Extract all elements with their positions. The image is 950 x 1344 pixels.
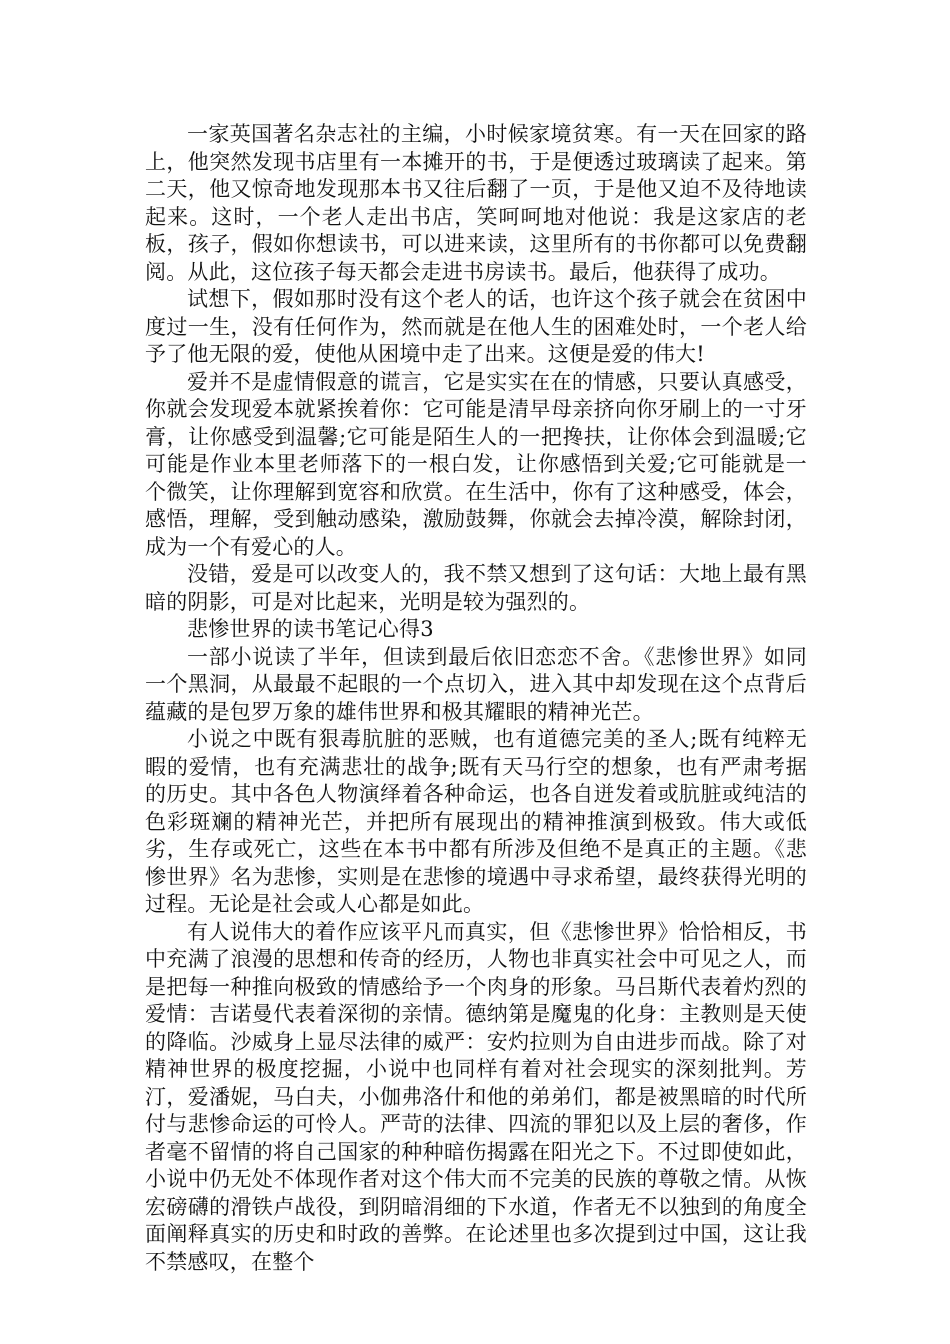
document-body bbox=[145, 121, 807, 1276]
paragraph-love: 爱并不是虚情假意的谎言，它是实实在在的情感，只要认真感受，你就会发现爱本就紧挨着你：它可能是清早母亲挤向你牙刷上的一寸牙膏，让你感受到温馨;它可能是陌生人的一把搀扶，让你体会到温暖;它可能是作业本里老师落下的一根白发，让你感悟到关爱;它可能就是一个微笑，让你理解到宽容和欣赏。在生活中，你有了这种感受，体会，感悟，理解，受到触动感染，激励鼓舞，你就会去掉冷漠，解除封闭，成为一个有爱心的人。 bbox=[145, 369, 807, 559]
paragraph-les-mis-themes: 小说之中既有狠毒肮脏的恶贼，也有道德完美的圣人;既有纯粹无暇的爱情，也有充满悲壮的战争;既有天马行空的想象，也有严肃考据的历史。其中各色人物演绎着各种命运，也各自迸发着或肮脏或纯洁的色彩斑斓的精神光芒，并把所有展现出的精神推演到极致。伟大或低劣，生存或死亡，这些在本书中都有所涉及但绝不是真正的主题。《悲惨世界》名为悲惨，实则是在悲惨的境遇中寻求希望，最终获得光明的过程。无论是社会或人心都是如此。 bbox=[145, 727, 807, 916]
paragraph-editor-story: 一家英国著名杂志社的主编，小时候家境贫寒。有一天在回家的路上，他突然发现书店里有一本摊开的书，于是便透过玻璃读了起来。第二天，他又惊奇地发现那本书又往后翻了一页，于是他又迫不及待地读起来。这时，一个老人走出书店，笑呵呵地对他说：我是这家店的老板，孩子，假如你想读书，可以进来读，这里所有的书你都可以免费翻阅。从此，这位孩子每天都会走进书房读书。最后，他获得了成功。 bbox=[145, 122, 807, 284]
paragraph-reflection: 试想下，假如那时没有这个老人的话，也许这个孩子就会在贫困中度过一生，没有任何作为，然而就是在他人生的困难处时，一个老人给予了他无限的爱，使他从困境中走了出来。这便是爱的伟大! bbox=[145, 287, 807, 366]
paragraph-quote: 没错，爱是可以改变人的，我不禁又想到了这句话：大地上最有黑暗的阴影，可是对比起来，光明是较为强烈的。 bbox=[145, 562, 807, 614]
paragraph-les-mis-intro: 一部小说读了半年，但读到最后依旧恋恋不舍。《悲惨世界》如同一个黑洞，从最最不起眼的一个点切入，进入其中却发现在这个点背后蕴藏的是包罗万象的雄伟世界和极其耀眼的精神光芒。 bbox=[145, 644, 807, 724]
paragraph-les-mis-characters: 有人说伟大的着作应该平凡而真实，但《悲惨世界》恰恰相反，书中充满了浪漫的思想和传奇的经历，人物也非真实社会中可见之人，而是把每一种推向极致的情感给予一个肉身的形象。马吕斯代表着灼烈的爱情：吉诺曼代表着深彻的亲情。德纳第是魔鬼的化身：主教则是天使的降临。沙威身上显尽法律的威严：安灼拉则为自由进步而战。除了对精神世界的极度挖掘，小说中也同样有着对社会现实的深刻批判。芳汀，爱潘妮，马白夫，小伽弗洛什和他的弟弟们，都是被黑暗的时代所付与悲惨命运的可怜人。严苛的法律、四流的罪犯以及上层的奢侈，作者毫不留情的将自己国家的种种暗伤揭露在阳光之下。不过即使如此，小说中仍无处不体现作者对这个伟大而不完美的民族的尊敬之情。从恢宏磅礴的滑铁卢战役，到阴暗涓细的下水道，作者无不以独到的角度全面阐释真实的历史和时政的善弊。在论述里也多次提到过中国，这让我不禁感叹，在整个 bbox=[145, 919, 807, 1274]
section-heading: 悲惨世界的读书笔记心得3 bbox=[187, 617, 434, 641]
